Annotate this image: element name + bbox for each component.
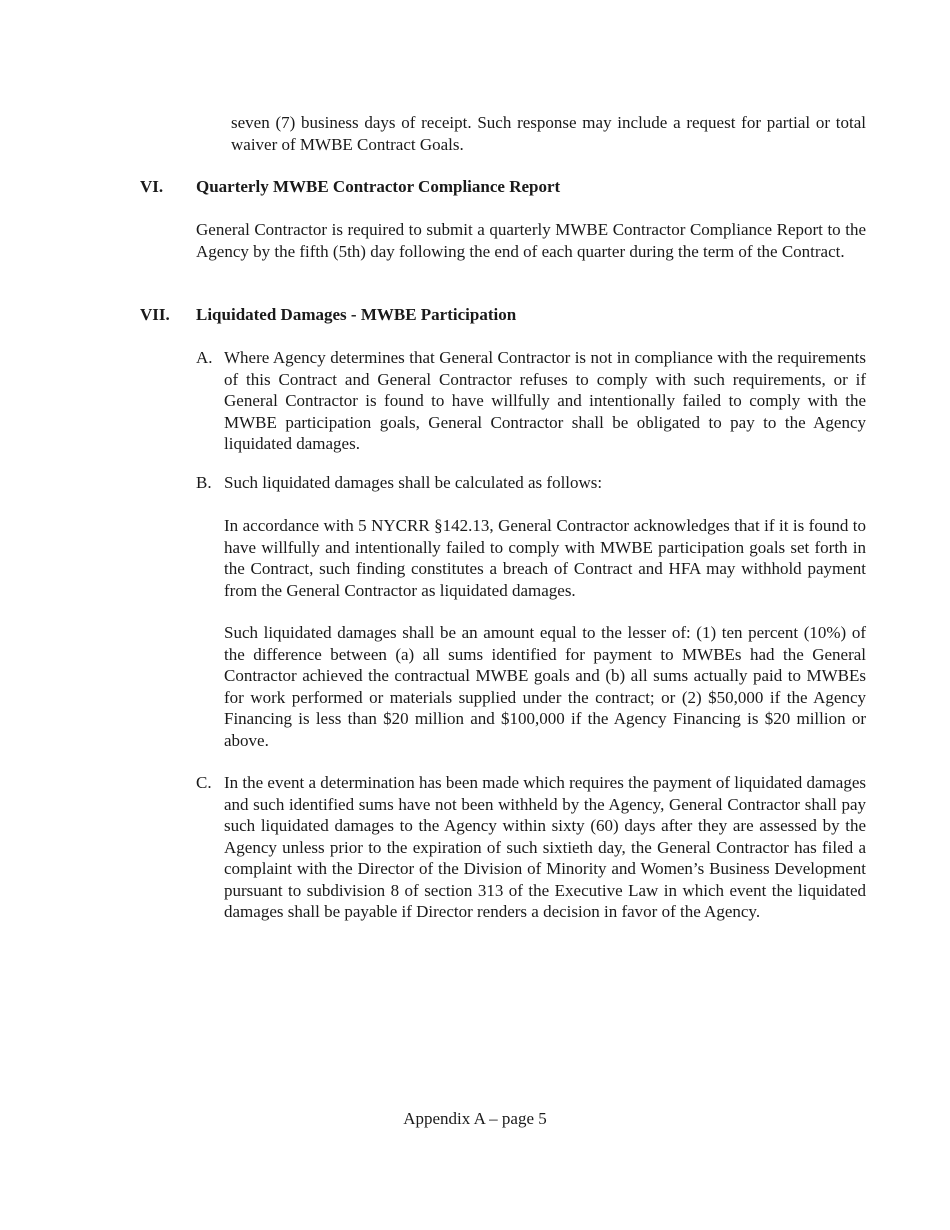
item-b-sub-paragraph-2: Such liquidated damages shall be an amount equal to the lesser of: (1) ten percent (10%) of the difference between (a) all sums identified for payment to MWBEs had the General Contractor achieved the contractual MWBE goals and (b) all sums actually paid to MWBEs for work performed or materials supplied under the contract; or (2) $50,000 if the Agency Financing is less than $20 million and $100,000 if the Agency Financing is $20 million or above. <box>224 623 866 750</box>
section-vi-number: VI. <box>140 177 164 196</box>
item-b-marker: B. <box>196 473 212 492</box>
page-footer: Appendix A – page 5 <box>403 1109 547 1128</box>
continuation-paragraph: seven (7) business days of receipt. Such response may include a request for partial or total waiver of MWBE Contract Goals. <box>231 113 866 154</box>
section-vii-number: VII. <box>140 305 170 324</box>
section-vi-heading <box>140 176 866 198</box>
section-vi-title: Quarterly MWBE Contractor Compliance Report <box>196 177 561 196</box>
item-a-marker: A. <box>196 348 213 367</box>
section-vii-heading <box>140 304 866 326</box>
item-c-marker: C. <box>196 773 212 792</box>
item-c-text: In the event a determination has been made which requires the payment of liquidated damages and such identified sums have not been withheld by the Agency, General Contractor shall pay such liquidated damages to the Agency within sixty (60) days after they are assessed by the Agency unless prior to the expiration of such sixtieth day, the General Contractor has filed a complaint with the Director of the Division of Minority and Women’s Business Development pursuant to subdivision 8 of section 313 of the Executive Law in which event the liquidated damages shall be payable if Director renders a decision in favor of the Agency. <box>224 773 866 921</box>
item-b-text: Such liquidated damages shall be calculated as follows: <box>224 473 603 492</box>
item-a-text: Where Agency determines that General Contractor is not in compliance with the requirements of this Contract and General Contractor refuses to comply with such requirements, or if General Contractor is found to have willfully and intentionally failed to comply with the MWBE participation goals, General Contractor shall be obligated to pay to the Agency liquidated damages. <box>224 348 866 453</box>
item-b-sub-paragraph-1: In accordance with 5 NYCRR §142.13, General Contractor acknowledges that if it is found to have willfully and intentionally failed to comply with MWBE participation goals set forth in the Contract, such finding constitutes a breach of Contract and HFA may withhold payment from the General Contractor as liquidated damages. <box>224 516 866 600</box>
section-vi-body: General Contractor is required to submit a quarterly MWBE Contractor Compliance Report to the Agency by the fifth (5th) day following the end of each quarter during the term of the Contract. <box>196 220 866 261</box>
section-vii-title: Liquidated Damages - MWBE Participation <box>196 305 517 324</box>
